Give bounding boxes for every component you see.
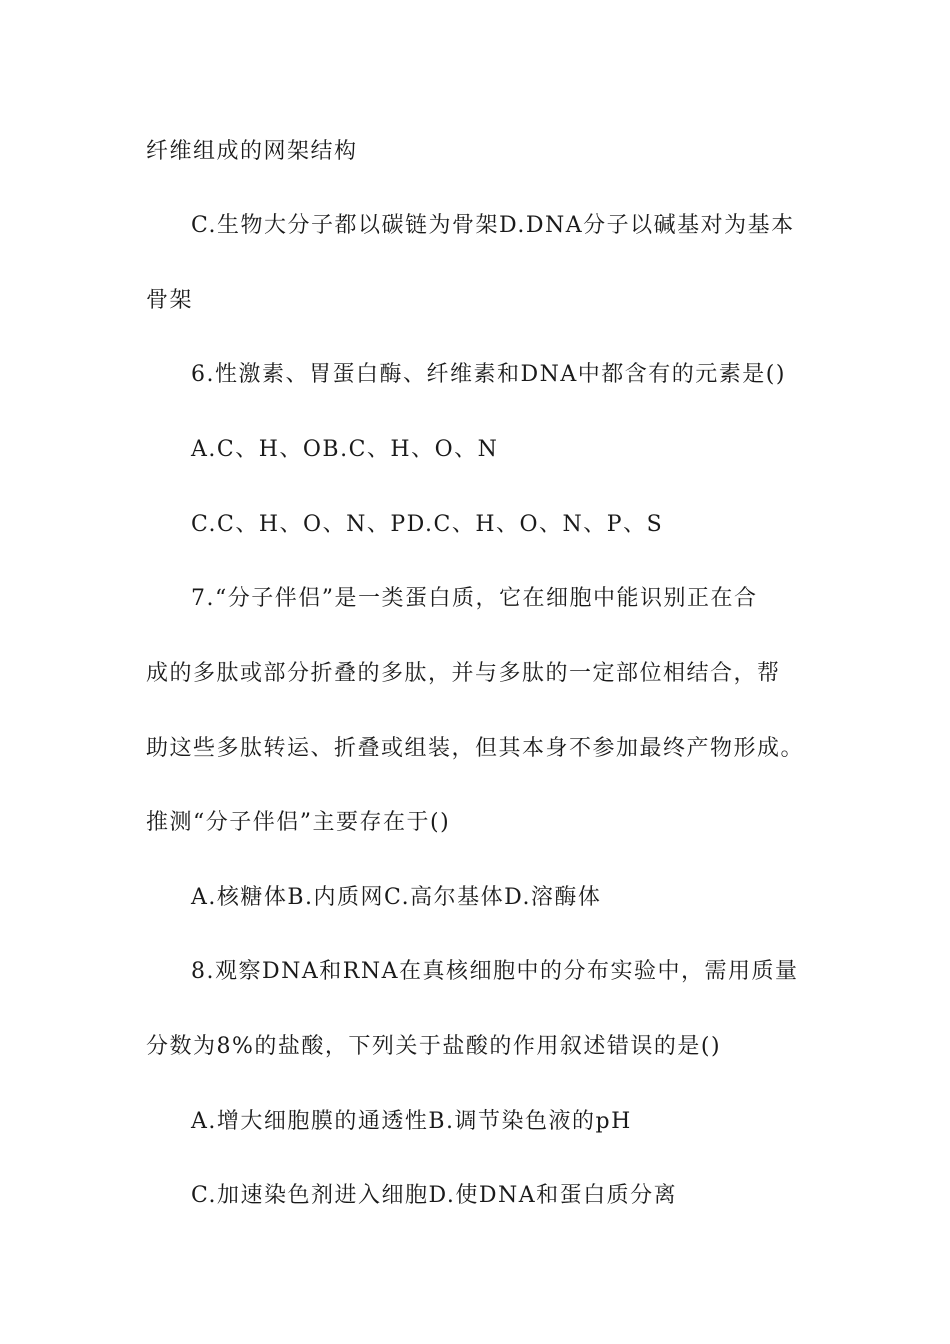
question-8: 8.观察DNA和RNA在真核细胞中的分布实验中，需用质量 [191,959,799,984]
text-line-continuation: 纤维组成的网架结构 [146,139,358,164]
option-line: C.C、H、O、N、PD.C、H、O、N、P、S [191,512,664,537]
option-line: A.C、H、OB.C、H、O、N [191,437,499,462]
option-line: A.核糖体B.内质网C.高尔基体D.溶酶体 [191,885,602,910]
option-line: C.生物大分子都以碳链为骨架D.DNA分子以碱基对为基本 [191,213,795,238]
text-line-continuation: 分数为8%的盐酸，下列关于盐酸的作用叙述错误的是() [146,1034,722,1059]
question-6: 6.性激素、胃蛋白酶、纤维素和DNA中都含有的元素是() [191,362,786,387]
text-line-continuation: 推测“分子伴侣”主要存在于() [146,810,451,835]
text-line-continuation: 助这些多肽转运、折叠或组装，但其本身不参加最终产物形成。 [146,736,805,761]
option-line: C.加速染色剂进入细胞D.使DNA和蛋白质分离 [191,1183,678,1208]
option-line: A.增大细胞膜的通透性B.调节染色液的pH [191,1109,632,1134]
text-line-continuation: 成的多肽或部分折叠的多肽，并与多肽的一定部位相结合，帮 [146,661,781,686]
question-7: 7.“分子伴侣”是一类蛋白质，它在细胞中能识别正在合 [191,586,758,611]
text-line-continuation: 骨架 [146,288,194,313]
